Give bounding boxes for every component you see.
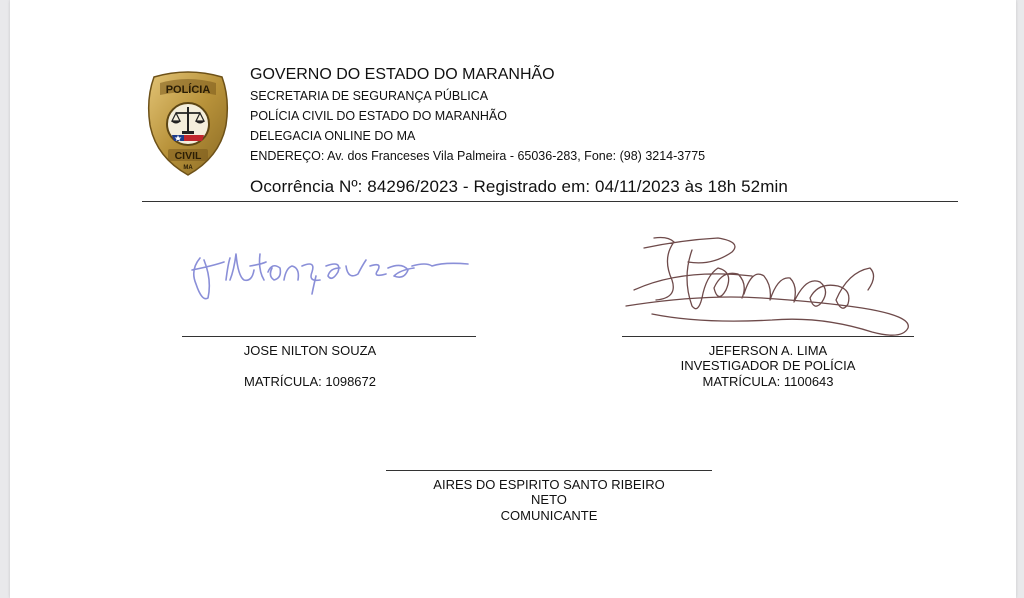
badge-text-top: POLÍCIA [165, 84, 211, 96]
document-header [250, 64, 705, 166]
right-handwritten-signature [622, 228, 918, 340]
right-signatory-role: INVESTIGADOR DE POLÍCIA [680, 358, 856, 373]
bottom-signatory-name-line1: AIRES DO ESPIRITO SANTO RIBEIRO [433, 477, 665, 492]
bottom-signature-line [386, 470, 712, 471]
header-divider [142, 201, 958, 202]
right-signatory-name: JEFERSON A. LIMA [708, 343, 828, 358]
police-badge-logo [144, 69, 232, 177]
bottom-signatory-name-line2: NETO [531, 492, 567, 507]
header-address: ENDEREÇO: Av. dos Franceses Vila Palmeira - 65036-283, Fone: (98) 3214-3775 [250, 149, 706, 163]
header-title: GOVERNO DO ESTADO DO MARANHÃO [250, 66, 555, 83]
right-signature-line [622, 336, 914, 337]
right-signatory-registration: MATRÍCULA: 1100643 [702, 374, 834, 389]
header-secretariat: SECRETARIA DE SEGURANÇA PÚBLICA [250, 89, 489, 103]
occurrence-number: Ocorrência Nº: 84296/2023 - Registrado em: 04/11/2023 às 18h 52min [250, 177, 788, 196]
header-police: POLÍCIA CIVIL DO ESTADO DO MARANHÃO [250, 109, 507, 123]
bottom-signatory-role: COMUNICANTE [500, 508, 598, 523]
header-office: DELEGACIA ONLINE DO MA [250, 129, 416, 143]
left-signatory-name: JOSE NILTON SOUZA [243, 343, 377, 358]
left-handwritten-signature [182, 240, 482, 310]
left-signature-line [182, 336, 476, 337]
badge-text-state: MA [183, 165, 193, 171]
left-signatory-registration: MATRÍCULA: 1098672 [244, 374, 376, 389]
badge-text-bottom: CIVIL [174, 150, 202, 162]
